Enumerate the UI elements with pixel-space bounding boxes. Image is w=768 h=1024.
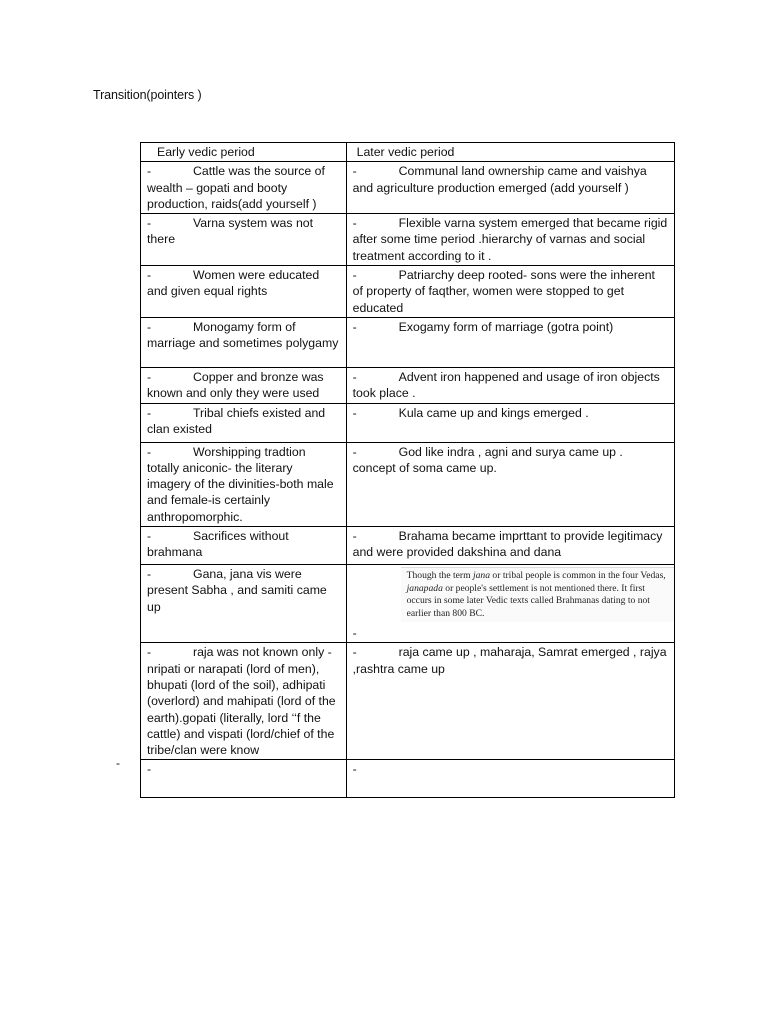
cell-later: - Patriarchy deep rooted- sons were the inherent of property of faqther, women were stopped to get educated bbox=[346, 266, 674, 318]
table-row bbox=[141, 367, 675, 403]
cell-bullet: - bbox=[352, 626, 357, 641]
comparison-table bbox=[140, 142, 675, 798]
quoted-excerpt: Though the term jana or tribal people is common in the four Vedas, janapada or people's settlement is not mentioned there. It first occurs in some later Vedic texts called Brahmanas dating to not earlier than 800 BC. bbox=[401, 567, 675, 622]
table-row bbox=[141, 442, 675, 526]
table-row bbox=[141, 214, 675, 266]
cell-later bbox=[346, 565, 674, 643]
cell-early: - Worshipping tradtion totally aniconic- the literary imagery of the divinities-both male and female-is certainly anthropomorphic. bbox=[141, 442, 347, 526]
cell-early: - Tribal chiefs existed and clan existed bbox=[141, 403, 347, 442]
cell-early: - Cattle was the source of wealth – gopati and booty production, raids(add yourself ) bbox=[141, 162, 347, 214]
table-row bbox=[141, 162, 675, 214]
table-row bbox=[141, 266, 675, 318]
cell-later: - Communal land ownership came and vaishya and agriculture production emerged (add yourself ) bbox=[346, 162, 674, 214]
cell-early: - Varna system was not there bbox=[141, 214, 347, 266]
cell-later: - Advent iron happened and usage of iron objects took place . bbox=[346, 367, 674, 403]
table-row bbox=[141, 317, 675, 367]
page-title: Transition(pointers ) bbox=[93, 88, 202, 102]
table-header-row bbox=[141, 143, 675, 162]
table-row bbox=[141, 565, 675, 643]
stray-dash: - bbox=[116, 756, 120, 770]
cell-early: - Copper and bronze was known and only they were used bbox=[141, 367, 347, 403]
cell-early: - Women were educated and given equal rights bbox=[141, 266, 347, 318]
table-row bbox=[141, 403, 675, 442]
cell-later: - Kula came up and kings emerged . bbox=[346, 403, 674, 442]
cell-early: - Sacrifices without brahmana bbox=[141, 527, 347, 565]
cell-early: - Monogamy form of marriage and sometimes polygamy bbox=[141, 317, 347, 367]
table-row bbox=[141, 760, 675, 798]
cell-later: - Flexible varna system emerged that became rigid after some time period .hierarchy of varnas and social treatment according to it . bbox=[346, 214, 674, 266]
cell-later: - bbox=[346, 760, 674, 798]
cell-early: - Gana, jana vis were present Sabha , and samiti came up bbox=[141, 565, 347, 643]
cell-early: - bbox=[141, 760, 347, 798]
header-early-vedic: Early vedic period bbox=[141, 143, 347, 162]
cell-later: - Exogamy form of marriage (gotra point) bbox=[346, 317, 674, 367]
cell-later: - God like indra , agni and surya came up . concept of soma came up. bbox=[346, 442, 674, 526]
table-row bbox=[141, 643, 675, 760]
cell-later: - Brahama became imprttant to provide legitimacy and were provided dakshina and dana bbox=[346, 527, 674, 565]
table-row bbox=[141, 527, 675, 565]
cell-early: - raja was not known only - nripati or narapati (lord of men), bhupati (lord of the soil), adhipati (overlord) and mahipati (lord of the earth).gopati (literally, lord ‘‘f the cattle) and vispati (lord/chief of the tribe/clan were know bbox=[141, 643, 347, 760]
cell-later: - raja came up , maharaja, Samrat emerged , rajya ,rashtra came up bbox=[346, 643, 674, 760]
header-later-vedic: Later vedic period bbox=[346, 143, 674, 162]
